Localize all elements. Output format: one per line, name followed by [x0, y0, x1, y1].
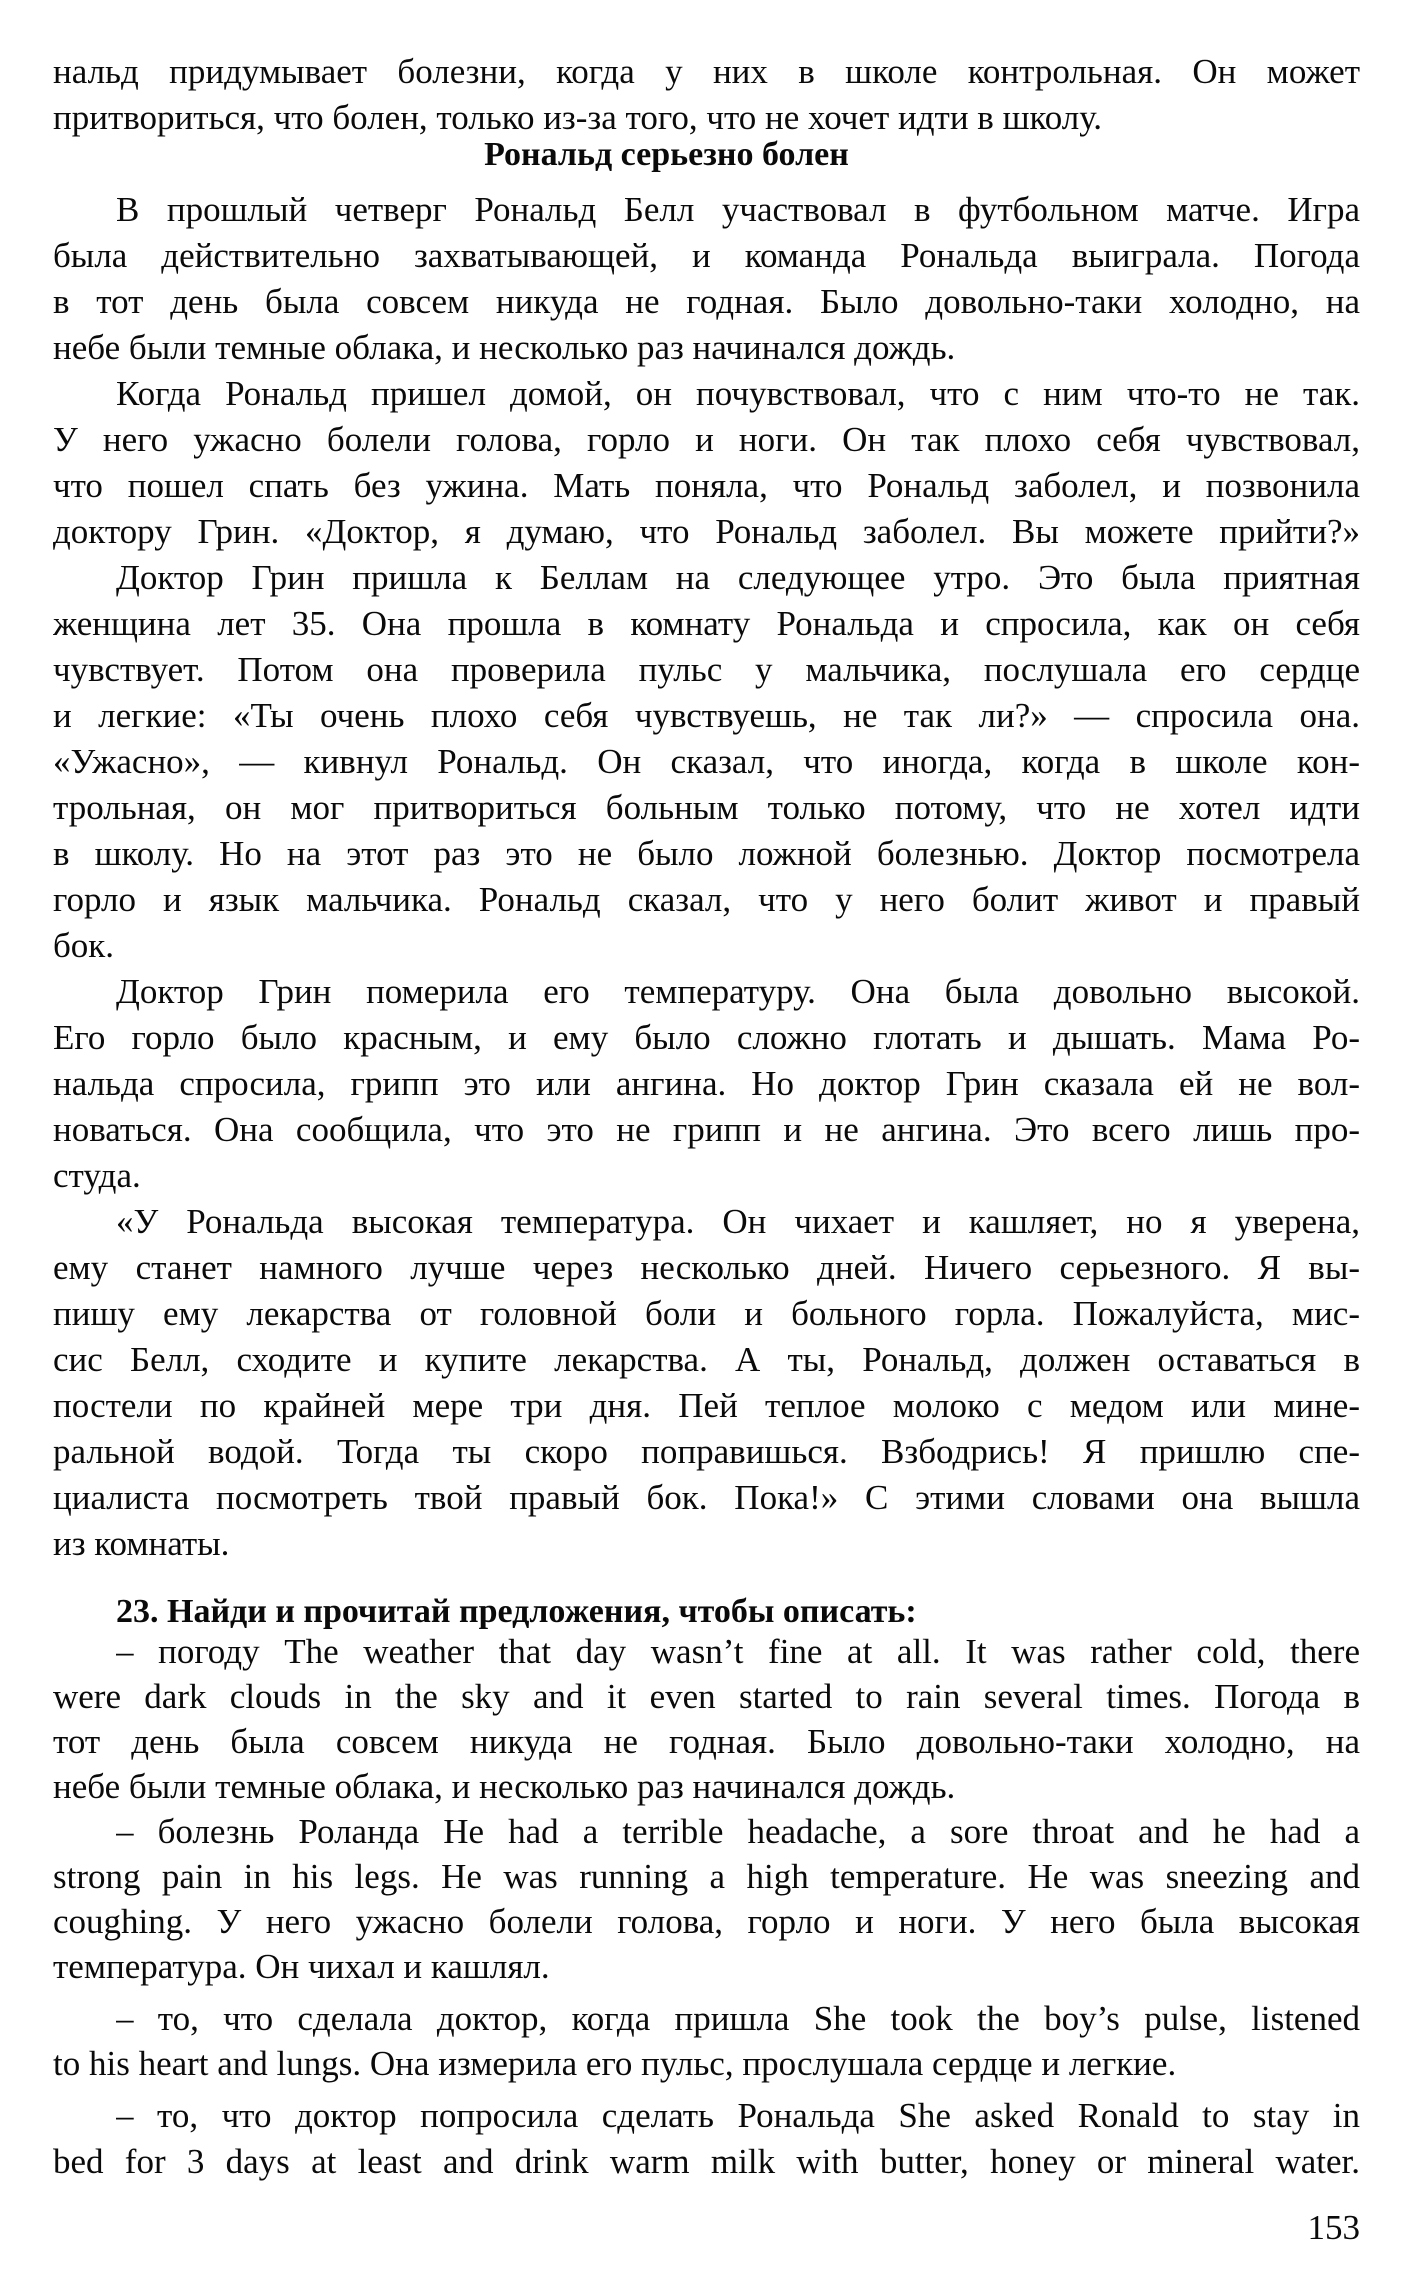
exercise-line: bed for 3 days at least and drink warm milk with butter, honey or mineral water.: [53, 2142, 1360, 2181]
page-number: 153: [1307, 2208, 1360, 2247]
exercise-line: температура. Он чихал и кашлял.: [53, 1947, 550, 1986]
exercise-line: тот день была совсем никуда не годная. Было довольно-таки холодно, на: [53, 1722, 1360, 1761]
exercise-heading: 23. Найди и прочитай предложения, чтобы описать:: [116, 1593, 917, 1630]
text-line: чувствует. Потом она проверила пульс у мальчика, послушала его сердце: [53, 650, 1360, 689]
text-line: трольная, он мог притвориться больным только потому, что не хотел идти: [53, 788, 1360, 827]
text-line: доктору Грин. «Доктор, я думаю, что Рональд заболел. Вы можете прийти?»: [53, 512, 1360, 551]
text-line: «Ужасно», — кивнул Рональд. Он сказал, что иногда, когда в школе кон-: [53, 742, 1360, 781]
text-line: была действительно захватывающей, и команда Рональда выиграла. Погода: [53, 236, 1360, 275]
exercise-line: – то, что сделала доктор, когда пришла She took the boy’s pulse, listened: [116, 1999, 1360, 2038]
text-line: притвориться, что болен, только из-за того, что не хочет идти в школу.: [53, 98, 1103, 137]
text-line: У него ужасно болели голова, горло и ноги. Он так плохо себя чувствовал,: [53, 420, 1360, 459]
text-line: Доктор Грин пришла к Беллам на следующее утро. Это была приятная: [116, 558, 1360, 597]
text-line: горло и язык мальчика. Рональд сказал, что у него болит живот и правый: [53, 880, 1360, 919]
exercise-line: – погоду The weather that day wasn’t fine at all. It was rather cold, there: [116, 1632, 1360, 1671]
text-line: нальд придумывает болезни, когда у них в школе контрольная. Он может: [53, 52, 1360, 91]
text-line: Его горло было красным, и ему было сложно глотать и дышать. Мама Ро-: [53, 1018, 1360, 1057]
text-line: В прошлый четверг Рональд Белл участвовал в футбольном матче. Игра: [116, 190, 1360, 229]
text-line: в тот день была совсем никуда не годная. Было довольно-таки холодно, на: [53, 282, 1360, 321]
text-line: Когда Рональд пришел домой, он почувствовал, что с ним что-то не так.: [116, 374, 1360, 413]
text-line: бок.: [53, 926, 115, 965]
exercise-line: coughing. У него ужасно болели голова, горло и ноги. У него была высокая: [53, 1902, 1360, 1941]
text-line: и легкие: «Ты очень плохо себя чувствуешь, не так ли?» — спросила она.: [53, 696, 1360, 735]
text-line: сис Белл, сходите и купите лекарства. А ты, Рональд, должен оставаться в: [53, 1340, 1360, 1379]
text-line: из комнаты.: [53, 1524, 230, 1563]
text-line: циалиста посмотреть твой правый бок. Пока!» С этими словами она вышла: [53, 1478, 1360, 1517]
exercise-line: – болезнь Роланда He had a terrible headache, a sore throat and he had a: [116, 1812, 1360, 1851]
exercise-line: strong pain in his legs. He was running a high temperature. He was sneezing and: [53, 1857, 1360, 1896]
exercise-line: – то, что доктор попросила сделать Рональда She asked Ronald to stay in: [116, 2096, 1360, 2135]
exercise-line: to his heart and lungs. Она измерила его пульс, прослушала сердце и легкие.: [53, 2044, 1177, 2083]
exercise-line: were dark clouds in the sky and it even started to rain several times. Погода в: [53, 1677, 1360, 1716]
text-line: Доктор Грин померила его температуру. Она была довольно высокой.: [116, 972, 1360, 1011]
text-line: что пошел спать без ужина. Мать поняла, что Рональд заболел, и позвонила: [53, 466, 1360, 505]
text-line: ральной водой. Тогда ты скоро поправишься. Взбодрись! Я пришлю спе-: [53, 1432, 1360, 1471]
text-line: «У Рональда высокая температура. Он чихает и кашляет, но я уверена,: [116, 1202, 1360, 1241]
text-line: пишу ему лекарства от головной боли и больного горла. Пожалуйста, мис-: [53, 1294, 1360, 1333]
text-line: нальда спросила, грипп это или ангина. Но доктор Грин сказала ей не вол-: [53, 1064, 1360, 1103]
text-line: женщина лет 35. Она прошла в комнату Рональда и спросила, как он себя: [53, 604, 1360, 643]
text-line: небе были темные облака, и несколько раз начинался дождь.: [53, 328, 956, 367]
text-line: постели по крайней мере три дня. Пей теплое молоко с медом или мине-: [53, 1386, 1360, 1425]
text-line: новаться. Она сообщила, что это не грипп и не ангина. Это всего лишь про-: [53, 1110, 1360, 1149]
text-line: ему станет намного лучше через несколько дней. Ничего серьезного. Я вы-: [53, 1248, 1360, 1287]
text-line: студа.: [53, 1156, 141, 1195]
text-line: в школу. Но на этот раз это не было ложной болезнью. Доктор посмотрела: [53, 834, 1360, 873]
exercise-line: небе были темные облака, и несколько раз начинался дождь.: [53, 1767, 956, 1806]
story-title: Рональд серьезно болен: [484, 136, 849, 173]
